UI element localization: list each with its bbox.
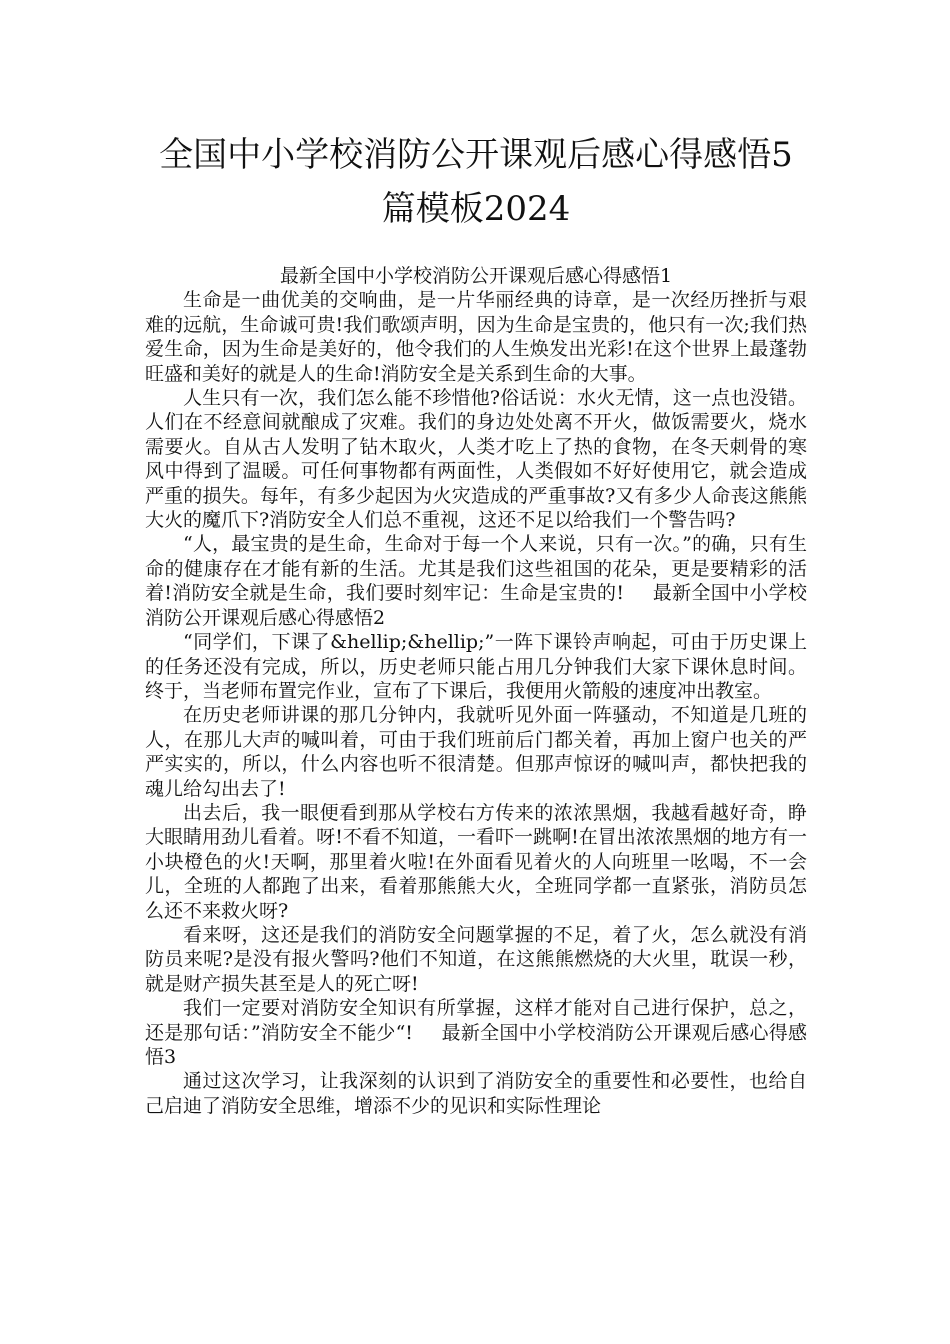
document-page xyxy=(145,128,807,1118)
section-heading: 最新全国中小学校消防公开课观后感心得感悟2 xyxy=(145,582,807,629)
section-heading: 最新全国中小学校消防公开课观后感心得感悟3 xyxy=(145,1021,807,1068)
section-heading: 最新全国中小学校消防公开课观后感心得感悟1 xyxy=(279,265,673,287)
document-body xyxy=(145,264,807,1118)
paragraph: 看来呀，这还是我们的消防安全问题掌握的不足，着了火，怎么就没有消防员来呢?是没有报火警吗?他们不知道，在这熊熊燃烧的大火里，耽误一秒，就是财产损失甚至是人的死亡呀! xyxy=(145,923,807,995)
paragraph: 在历史老师讲课的那几分钟内，我就听见外面一阵骚动，不知道是几班的人，在那儿大声的喊叫着，可由于我们班前后门都关着，再加上窗户也关的严严实实的，所以，什么内容也听不很清楚。但那声惊讶的喊叫声，都快把我的魂儿给勾出去了! xyxy=(145,704,807,800)
paragraph-text: “人，最宝贵的是生命，生命对于每一个人来说，只有一次。”的确，只有生命的健康存在才能有新的生活。尤其是我们这些祖国的花朵，更是要精彩的活着!消防安全就是生命，我们要时刻牢记：生命是宝贵的! xyxy=(145,533,807,605)
paragraph xyxy=(145,996,807,1069)
paragraph: 生命是一曲优美的交响曲，是一片华丽经典的诗章，是一次经历挫折与艰难的远航，生命诚可贵!我们歌颂声明，因为生命是宝贵的，他只有一次;我们热爱生命，因为生命是美好的，他令我们的人生焕发出光彩!在这个世界上最蓬勃旺盛和美好的就是人的生命!消防安全是关系到生命的大事。 xyxy=(145,289,807,385)
document-title: 全国中小学校消防公开课观后感心得感悟5篇模板2024 xyxy=(159,135,793,229)
paragraph-text: 我们一定要对消防安全知识有所掌握，这样才能对自己进行保护，总之，还是那句话：”消防安全不能少“! xyxy=(145,997,807,1044)
paragraph: “同学们，下课了&hellip;&hellip;”一阵下课铃声响起，可由于历史课上的任务还没有完成，所以，历史老师只能占用几分钟我们大家下课休息时间。终于，当老师布置完作业，宣布了下课后，我便用火箭般的速度冲出教室。 xyxy=(145,631,807,702)
paragraph: 通过这次学习，让我深刻的认识到了消防安全的重要性和必要性，也给自己启迪了消防安全思维，增添不少的见识和实际性理论 xyxy=(145,1070,807,1117)
paragraph: 人生只有一次，我们怎么能不珍惜他?俗话说：水火无情，这一点也没错。人们在不经意间就酿成了灾难。我们的身边处处离不开火，做饭需要火，烧水需要火。自从古人发明了钻木取火，人类才吃上了热的食物，在冬天刺骨的寒风中得到了温暖。可任何事物都有两面性，人类假如不好好使用它，就会造成严重的损失。每年，有多少起因为火灾造成的严重事故?又有多少人命丧这熊熊大火的魔爪下?消防安全人们总不重视，这还不足以给我们一个警告吗? xyxy=(145,387,807,532)
paragraph: 出去后，我一眼便看到那从学校右方传来的浓浓黑烟，我越看越好奇，睁大眼睛用劲儿看着。呀!不看不知道，一看吓一跳啊!在冒出浓浓黑烟的地方有一小块橙色的火!天啊，那里着火啦!在外面看见着火的人向班里一吆喝，不一会儿，全班的人都跑了出来，看着那熊熊大火，全班同学都一直紧张，消防员怎么还不来救火呀? xyxy=(145,801,807,922)
paragraph xyxy=(145,532,807,630)
